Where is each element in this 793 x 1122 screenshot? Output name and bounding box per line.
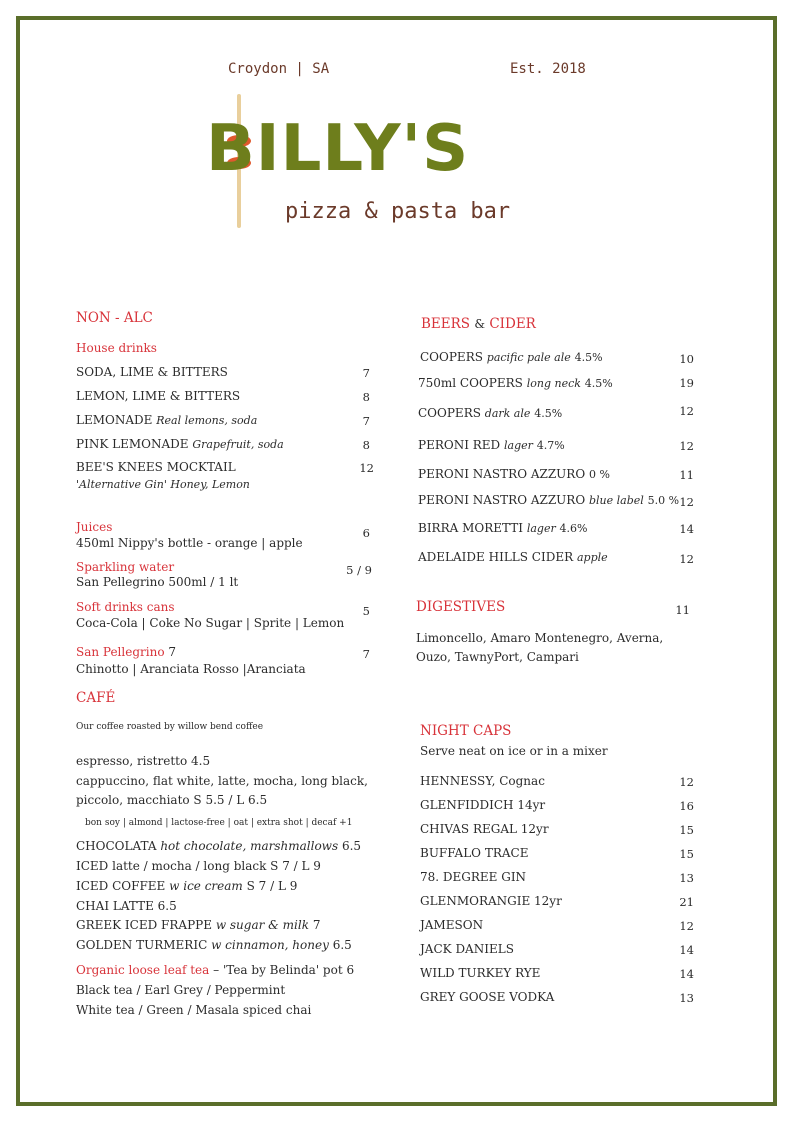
menu-item-price: 8	[362, 390, 370, 404]
cafe-chocolata	[76, 839, 361, 853]
night-cap-name: BUFFALO TRACE	[420, 846, 529, 860]
cafe-cappuccino-line2: piccolo, macchiato S 5.5 / L 6.5	[76, 793, 268, 807]
menu-item-desc: 'Alternative Gin' Honey, Lemon	[76, 478, 250, 491]
night-cap-price: 21	[679, 895, 694, 909]
night-cap-price: 14	[679, 967, 694, 981]
beer-price: 12	[679, 552, 694, 566]
item-desc: hot chocolate, marshmallows	[160, 839, 339, 853]
night-cap-price: 13	[679, 991, 694, 1005]
night-caps-subtitle: Serve neat on ice or in a mixer	[420, 744, 608, 758]
night-cap-price: 15	[679, 847, 694, 861]
beers-cider-title	[421, 316, 536, 332]
cafe-milk-options: bon soy | almond | lactose-free | oat | extra shot | decaf +1	[85, 818, 353, 828]
beer-name: COOPERS	[418, 406, 481, 420]
beer-price: 12	[679, 404, 694, 418]
san-pellegrino-title-suffix: 7	[168, 645, 177, 659]
established-text: Est. 2018	[510, 61, 586, 77]
night-cap-name: GLENMORANGIE 12yr	[420, 894, 562, 908]
item-price: S 7 / L 9	[246, 879, 298, 893]
juices-detail: 450ml Nippy's bottle - orange | apple	[76, 536, 303, 550]
night-cap-name: JACK DANIELS	[420, 942, 514, 956]
digestives-line2: Ouzo, TawnyPort, Campari	[416, 650, 579, 664]
beer-item	[418, 438, 565, 452]
item-desc: w ice cream	[169, 879, 243, 893]
item-name: CHOCOLATA	[76, 839, 157, 853]
digestives-price: 11	[675, 603, 690, 617]
beers-label: BEERS	[421, 316, 471, 332]
cafe-iced-latte: ICED latte / mocha / long black S 7 / L 9	[76, 859, 321, 873]
beer-name: COOPERS	[420, 350, 483, 364]
cafe-title: CAFÉ	[76, 690, 116, 706]
night-caps-title: NIGHT CAPS	[420, 723, 512, 739]
beer-abv: 4.5%	[584, 377, 613, 390]
san-pellegrino-name: San Pellegrino	[76, 645, 165, 659]
logo-wordmark: BILLY'S	[206, 112, 470, 186]
beer-abv: 4.7%	[536, 439, 565, 452]
san-pellegrino-price: 7	[362, 647, 370, 661]
ampersand: &	[474, 317, 486, 331]
beer-item	[420, 350, 603, 364]
soft-drinks-price: 5	[362, 604, 370, 618]
item-desc: w cinnamon, honey	[211, 938, 329, 952]
night-cap-name: WILD TURKEY RYE	[420, 966, 541, 980]
beer-name: PERONI NASTRO AZZURO	[418, 467, 586, 481]
night-cap-price: 16	[679, 799, 694, 813]
beer-abv: 0 %	[589, 468, 610, 481]
beer-name: 750ml COOPERS	[418, 376, 523, 390]
beer-desc: long neck	[526, 377, 581, 390]
beer-name: ADELAIDE HILLS CIDER	[418, 550, 574, 564]
beer-price: 12	[679, 495, 694, 509]
menu-item-price: 7	[362, 366, 370, 380]
cafe-cappuccino-line1: cappuccino, flat white, latte, mocha, long black,	[76, 774, 368, 788]
juices-price: 6	[362, 526, 370, 540]
menu-item-name: BEE'S KNEES MOCKTAIL	[76, 460, 236, 474]
night-cap-name: 78. DEGREE GIN	[420, 870, 527, 884]
beer-item	[418, 406, 562, 420]
menu-item-price: 8	[362, 438, 370, 452]
beer-abv: 4.5%	[574, 351, 603, 364]
beer-desc: pacific pale ale	[486, 351, 571, 364]
cafe-frappe	[76, 918, 320, 932]
beer-desc: dark ale	[484, 407, 531, 420]
cafe-tea	[76, 963, 354, 977]
tea-title: Organic loose leaf tea	[76, 963, 210, 977]
beer-item	[418, 493, 679, 507]
cafe-iced-coffee	[76, 879, 297, 893]
cafe-tea-line2: White tea / Green / Masala spiced chai	[76, 1003, 312, 1017]
digestives-title: DIGESTIVES	[416, 599, 506, 615]
beer-price: 10	[679, 352, 694, 366]
night-cap-name: JAMESON	[420, 918, 484, 932]
beer-item	[418, 521, 588, 535]
menu-item-price: 7	[362, 414, 370, 428]
menu-item-name: PINK LEMONADE	[76, 437, 189, 451]
menu-item-name: LEMONADE	[76, 413, 153, 427]
cafe-chai: CHAI LATTE 6.5	[76, 899, 177, 913]
beer-desc: lager	[504, 439, 533, 452]
sparkling-water-detail: San Pellegrino 500ml / 1 lt	[76, 575, 239, 589]
beer-item	[418, 550, 608, 564]
item-price: 6.5	[332, 938, 352, 952]
item-name: GOLDEN TURMERIC	[76, 938, 208, 952]
item-price: 7	[312, 918, 321, 932]
night-cap-price: 12	[679, 919, 694, 933]
beer-desc: blue label	[589, 494, 644, 507]
night-cap-name: CHIVAS REGAL 12yr	[420, 822, 549, 836]
night-cap-price: 14	[679, 943, 694, 957]
sparkling-water-title: Sparkling water	[76, 560, 175, 574]
beer-item	[418, 376, 613, 390]
menu-item	[76, 437, 284, 451]
beer-abv: 5.0 %	[647, 494, 680, 507]
cafe-turmeric	[76, 938, 352, 952]
non-alc-title: NON - ALC	[76, 310, 153, 326]
location-text: Croydon | SA	[228, 61, 330, 77]
juices-title: Juices	[76, 520, 113, 534]
house-drinks-title: House drinks	[76, 341, 157, 355]
beer-name: PERONI NASTRO AZZURO	[418, 493, 586, 507]
beer-abv: 4.5%	[534, 407, 563, 420]
menu-item-name: LEMON, LIME & BITTERS	[76, 389, 241, 403]
night-cap-price: 12	[679, 775, 694, 789]
beer-price: 12	[679, 439, 694, 453]
night-cap-price: 15	[679, 823, 694, 837]
beer-abv: 4.6%	[559, 522, 588, 535]
beer-item	[418, 467, 610, 481]
sparkling-water-price: 5 / 9	[346, 563, 372, 577]
san-pellegrino-title	[76, 645, 176, 659]
tagline: pizza & pasta bar	[285, 199, 511, 224]
beer-desc: lager	[526, 522, 556, 535]
soft-drinks-title: Soft drinks cans	[76, 600, 175, 614]
beer-price: 11	[679, 468, 694, 482]
san-pellegrino-detail: Chinotto | Aranciata Rosso |Aranciata	[76, 662, 306, 676]
cafe-espresso: espresso, ristretto 4.5	[76, 754, 211, 768]
night-cap-price: 13	[679, 871, 694, 885]
digestives-line1: Limoncello, Amaro Montenegro, Averna,	[416, 631, 664, 645]
menu-item-name: SODA, LIME & BITTERS	[76, 365, 228, 379]
item-desc: w sugar & milk	[215, 918, 309, 932]
beer-price: 19	[679, 376, 694, 390]
beer-name: BIRRA MORETTI	[418, 521, 523, 535]
item-price: 6.5	[341, 839, 362, 853]
night-cap-name: HENNESSY, Cognac	[420, 774, 545, 788]
menu-item	[76, 413, 257, 427]
cafe-note: Our coffee roasted by willow bend coffee	[76, 722, 264, 732]
item-name: GREEK ICED FRAPPE	[76, 918, 212, 932]
cafe-tea-line1: Black tea / Earl Grey / Peppermint	[76, 983, 286, 997]
night-cap-name: GLENFIDDICH 14yr	[420, 798, 546, 812]
cider-label: CIDER	[489, 316, 536, 332]
soft-drinks-detail: Coca-Cola | Coke No Sugar | Sprite | Lemon	[76, 616, 345, 630]
item-name: ICED COFFEE	[76, 879, 166, 893]
menu-item-desc: Real lemons, soda	[156, 414, 258, 427]
menu-item-price: 12	[359, 461, 374, 475]
beer-desc: apple	[576, 551, 608, 564]
night-cap-name: GREY GOOSE VODKA	[420, 990, 555, 1004]
tea-detail: – 'Tea by Belinda' pot 6	[209, 963, 355, 977]
beer-name: PERONI RED	[418, 438, 501, 452]
beer-price: 14	[679, 522, 694, 536]
menu-item-desc: Grapefruit, soda	[192, 438, 284, 451]
